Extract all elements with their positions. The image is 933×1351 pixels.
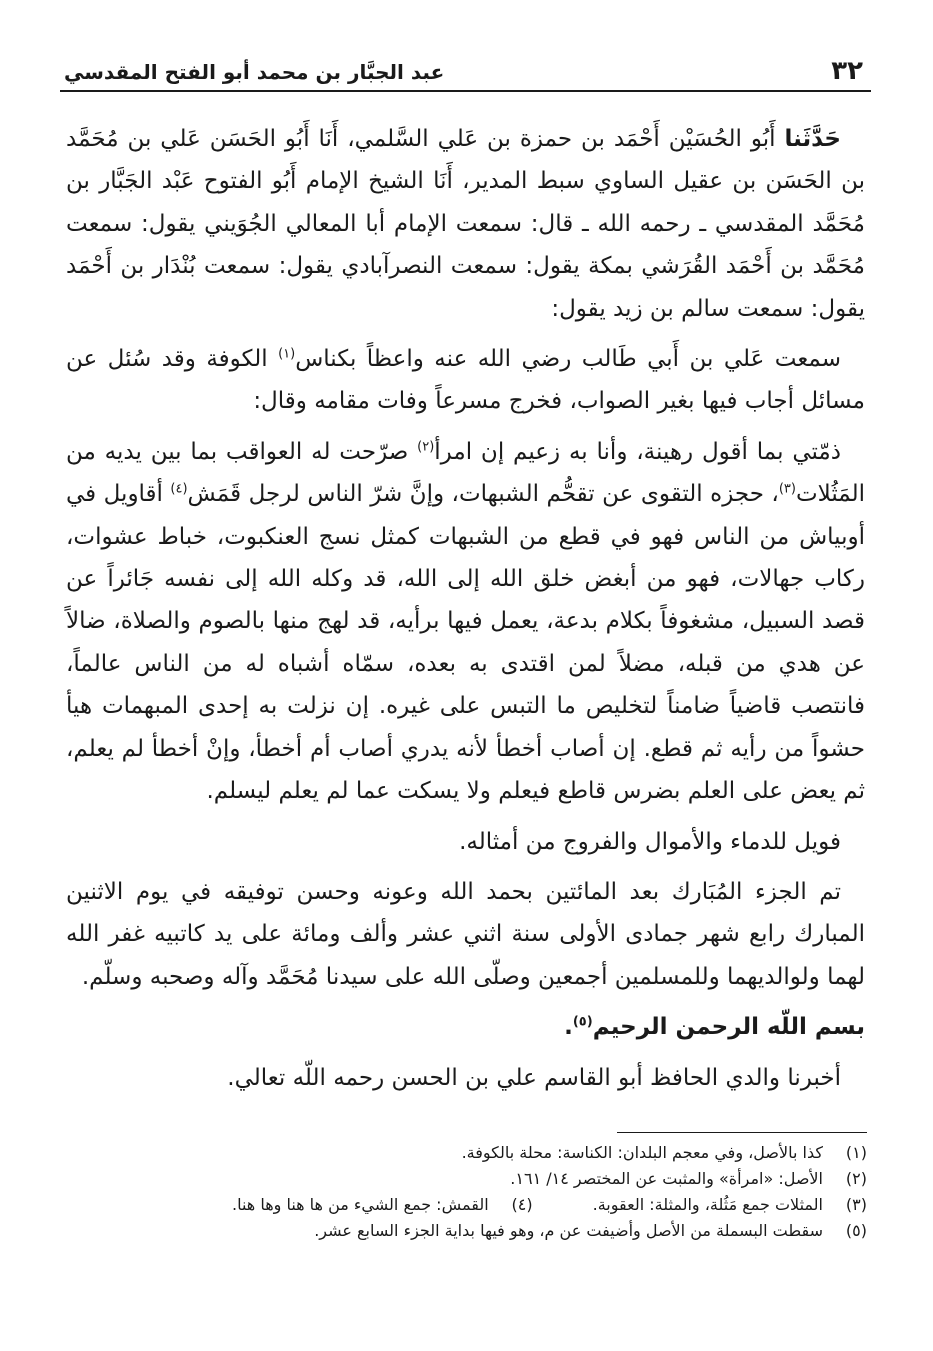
footnote-text: الأصل: «امرأة» والمثبت عن المختصر ١٤/ ١٦١.: [510, 1169, 823, 1188]
footnote-5: [66, 1218, 867, 1244]
basmala: [66, 1006, 865, 1048]
footnote-number: (٤): [511, 1195, 533, 1214]
footnote-1: [66, 1140, 867, 1166]
footnote-number: (٣): [845, 1195, 867, 1214]
footnote-text: القمش: جمع الشيء من ها هنا وها هنا.: [232, 1195, 489, 1214]
footnote-3-4: [66, 1192, 867, 1218]
running-header: [60, 56, 871, 92]
footnote-text: كذا بالأصل، وفي معجم البلدان: الكناسة: محلة بالكوفة.: [461, 1143, 823, 1162]
isnad-lead-word: حَدَّثَنا: [784, 126, 841, 152]
basmala-text: بسم اللّه الرحمن الرحيم: [592, 1014, 865, 1041]
footnote-number: (١): [845, 1143, 867, 1162]
sermon-text-c: ، حجزه التقوى عن تقحُّم الشبهات، وإنَّ شرّ الناس لرجل قَمَش: [187, 481, 779, 508]
narration-text-a: سمعت عَلي بن أَبي طَالب رضي الله عنه واعظاً بكناس: [295, 346, 842, 373]
footnote-divider: [617, 1132, 867, 1133]
basmala-period: .: [564, 1014, 573, 1041]
narration-text-b: الكوفة وقد سُئل عن مسائل أجاب فيها بغير الصواب، فخرج مسرعاً وفات مقامه وقال:: [66, 346, 865, 415]
footnote-spacer: [533, 1192, 593, 1218]
running-title: عبد الجبَّار بن محمد أبو الفتح المقدسي: [64, 60, 445, 84]
sermon-text-a: ذمّتي بما أقول رهينة، وأنا به زعيم إن امرأ: [434, 438, 841, 465]
footnote-2: [66, 1166, 867, 1192]
footnote-number: (٢): [845, 1169, 867, 1188]
paragraph-isnad: [66, 118, 865, 330]
footnote-ref-5[interactable]: (٥): [572, 1014, 593, 1030]
footnote-ref-2[interactable]: (٢): [417, 439, 435, 455]
paragraph-sermon: [66, 431, 865, 813]
footnote-ref-1[interactable]: (١): [278, 346, 296, 362]
page-number: ٣٢: [831, 56, 863, 86]
paragraph-akhbarana: أخبرنا والدي الحافظ أبو القاسم علي بن الحسن رحمه اللّه تعالي.: [227, 1064, 841, 1091]
main-text: [66, 118, 865, 1107]
paragraph-woe: فويل للدماء والأموال والفروج من أمثاله.: [459, 828, 841, 855]
sermon-text-b: صرّحت له العواقب بما بين يديه من المَثُلات: [66, 438, 865, 508]
footnote-text: سقطت البسملة من الأصل وأضيفت عن م، وهو فيها بداية الجزء السابع عشر.: [314, 1221, 823, 1240]
sermon-text-d: أقاويل في أوبياش من الناس فهو في قطع من الشبهات كمثل نسج العنكبوت، خباط عشوات، ركاب جهالات، فهو من أبغض خلق الله إلى الله، قد وكله الله إلى نفسه جَائراً عن قصد السبيل، مشغوفاً بكلام بدعة، يعمل فيها برأيه، قد لهج منها بالصوم والصلاة، ضالاً عن هدي من قبله، مضلاً لمن اقتدى به بعده، سمّاه أشباه له من الناس عالماً، فانتصب قاضياً ضامناً لتخليص ما التبس على غيره. إن نزلت به إحدى المبهمات هيأ حشواً من رأيه ثم قطع. إن أصاب أخطأ لأنه يدري أصاب أم أخطأ، وإنْ أخطأ لم يعلم، ثم يعض على العلم بضرس قاطع فيعلم ولا يسكت عما لم يعلم ليسلم.: [66, 481, 865, 805]
footnote-number: (٥): [845, 1221, 867, 1240]
paragraph-narration: [66, 338, 865, 423]
footnote-ref-4[interactable]: (٤): [170, 481, 188, 497]
paragraph-colophon: تم الجزء المُبَارك بعد المائتين بحمد الله وعونه وحسن توفيقه في يوم الاثنين المبارك رابع شهر جمادى الأولى سنة اثني عشر وألف ومائة على يد كاتبيه غفر الله لهما ولوالديهما وللمسلمين أجمعين وصلّى الله على سيدنا مُحَمَّد وآله وصحبه وسلّم.: [66, 878, 865, 990]
footnote-ref-3[interactable]: (٣): [778, 481, 796, 497]
footnote-text: المثلات جمع مَثُلة، والمثلة: العقوبة.: [592, 1195, 823, 1214]
isnad-text: أَبُو الحُسَيْن أَحْمَد بن حمزة بن عَلي السَّلمي، أَنَا أَبُو الحَسَن عَلي بن مُحَمَّد بن الحَسَن بن عقيل الساوي سبط المدير، أَنَا الشيخ الإمام أَبُو الفتوح عَبْد الجَبَّار بن مُحَمَّد المقدسي ـ رحمه الله ـ قال: سمعت الإمام أبا المعالي الجُوَيني يقول: سمعت مُحَمَّد بن أَحْمَد القُرَشي بمكة يقول: سمعت النصرآبادي يقول: سمعت بُنْدَار بن أَحْمَد يقول: سمعت سالم بن زيد يقول:: [66, 126, 865, 322]
footnotes: [66, 1140, 867, 1244]
